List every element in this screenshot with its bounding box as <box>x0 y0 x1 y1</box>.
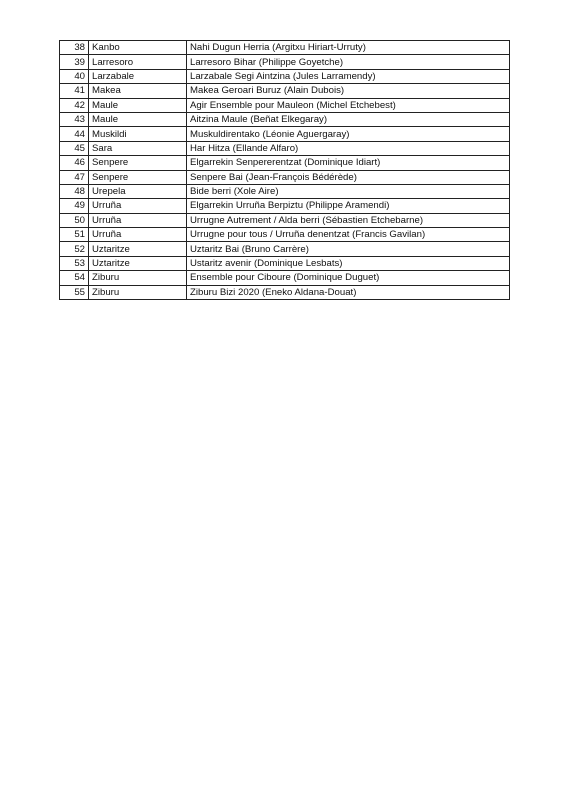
list-name-cell: Urrugne Autrement / Alda berri (Sébastien Etchebarne) <box>187 213 510 227</box>
table-row <box>60 213 510 227</box>
row-number-cell: 40 <box>60 69 89 83</box>
table-row <box>60 112 510 126</box>
commune-cell: Maule <box>89 98 187 112</box>
list-name-cell: Elgarrekin Urruña Berpiztu (Philippe Aramendi) <box>187 199 510 213</box>
commune-cell: Uztaritze <box>89 256 187 270</box>
row-number-cell: 42 <box>60 98 89 112</box>
row-number-cell: 55 <box>60 285 89 299</box>
row-number-cell: 49 <box>60 199 89 213</box>
list-name-cell: Ustaritz avenir (Dominique Lesbats) <box>187 256 510 270</box>
commune-cell: Urruña <box>89 228 187 242</box>
row-number-cell: 47 <box>60 170 89 184</box>
row-number-cell: 43 <box>60 112 89 126</box>
list-name-cell: Urrugne pour tous / Urruña denentzat (Francis Gavilan) <box>187 228 510 242</box>
commune-cell: Sara <box>89 141 187 155</box>
list-name-cell: Makea Geroari Buruz (Alain Dubois) <box>187 84 510 98</box>
list-name-cell: Agir Ensemble pour Mauleon (Michel Etchebest) <box>187 98 510 112</box>
commune-cell: Senpere <box>89 170 187 184</box>
list-name-cell: Larzabale Segi Aintzina (Jules Larramendy) <box>187 69 510 83</box>
commune-cell: Senpere <box>89 156 187 170</box>
table-row <box>60 285 510 299</box>
commune-cell: Larresoro <box>89 55 187 69</box>
row-number-cell: 46 <box>60 156 89 170</box>
table-row <box>60 127 510 141</box>
commune-cell: Urruña <box>89 199 187 213</box>
row-number-cell: 51 <box>60 228 89 242</box>
table-row <box>60 184 510 198</box>
list-name-cell: Larresoro Bihar (Philippe Goyetche) <box>187 55 510 69</box>
list-name-cell: Ensemble pour Ciboure (Dominique Duguet) <box>187 271 510 285</box>
commune-cell: Ziburu <box>89 271 187 285</box>
table-row <box>60 170 510 184</box>
commune-cell: Urruña <box>89 213 187 227</box>
commune-cell: Ziburu <box>89 285 187 299</box>
table-row <box>60 271 510 285</box>
list-name-cell: Elgarrekin Senpererentzat (Dominique Idiart) <box>187 156 510 170</box>
row-number-cell: 48 <box>60 184 89 198</box>
row-number-cell: 45 <box>60 141 89 155</box>
row-number-cell: 38 <box>60 41 89 55</box>
list-name-cell: Nahi Dugun Herria (Argitxu Hiriart-Urruty) <box>187 41 510 55</box>
list-name-cell: Aitzina Maule (Beñat Elkegaray) <box>187 112 510 126</box>
row-number-cell: 41 <box>60 84 89 98</box>
table-row <box>60 256 510 270</box>
list-name-cell: Muskuldirentako (Léonie Aguergaray) <box>187 127 510 141</box>
table-row <box>60 98 510 112</box>
table-row <box>60 156 510 170</box>
table-row <box>60 55 510 69</box>
list-name-cell: Senpere Bai (Jean-François Bédérède) <box>187 170 510 184</box>
commune-cell: Muskildi <box>89 127 187 141</box>
commune-cell: Kanbo <box>89 41 187 55</box>
commune-cell: Uztaritze <box>89 242 187 256</box>
commune-cell: Maule <box>89 112 187 126</box>
table-row <box>60 199 510 213</box>
row-number-cell: 39 <box>60 55 89 69</box>
row-number-cell: 44 <box>60 127 89 141</box>
table-row <box>60 242 510 256</box>
row-number-cell: 50 <box>60 213 89 227</box>
commune-cell: Urepela <box>89 184 187 198</box>
list-name-cell: Uztaritz Bai (Bruno Carrère) <box>187 242 510 256</box>
list-name-cell: Ziburu Bizi 2020 (Eneko Aldana-Douat) <box>187 285 510 299</box>
table-row <box>60 228 510 242</box>
row-number-cell: 54 <box>60 271 89 285</box>
list-name-cell: Har Hitza (Ellande Alfaro) <box>187 141 510 155</box>
table-row <box>60 84 510 98</box>
commune-cell: Makea <box>89 84 187 98</box>
table-row <box>60 69 510 83</box>
row-number-cell: 52 <box>60 242 89 256</box>
table-row <box>60 41 510 55</box>
lists-table-body <box>60 41 510 300</box>
row-number-cell: 53 <box>60 256 89 270</box>
commune-cell: Larzabale <box>89 69 187 83</box>
lists-table <box>59 40 510 300</box>
table-row <box>60 141 510 155</box>
list-name-cell: Bide berri (Xole Aire) <box>187 184 510 198</box>
